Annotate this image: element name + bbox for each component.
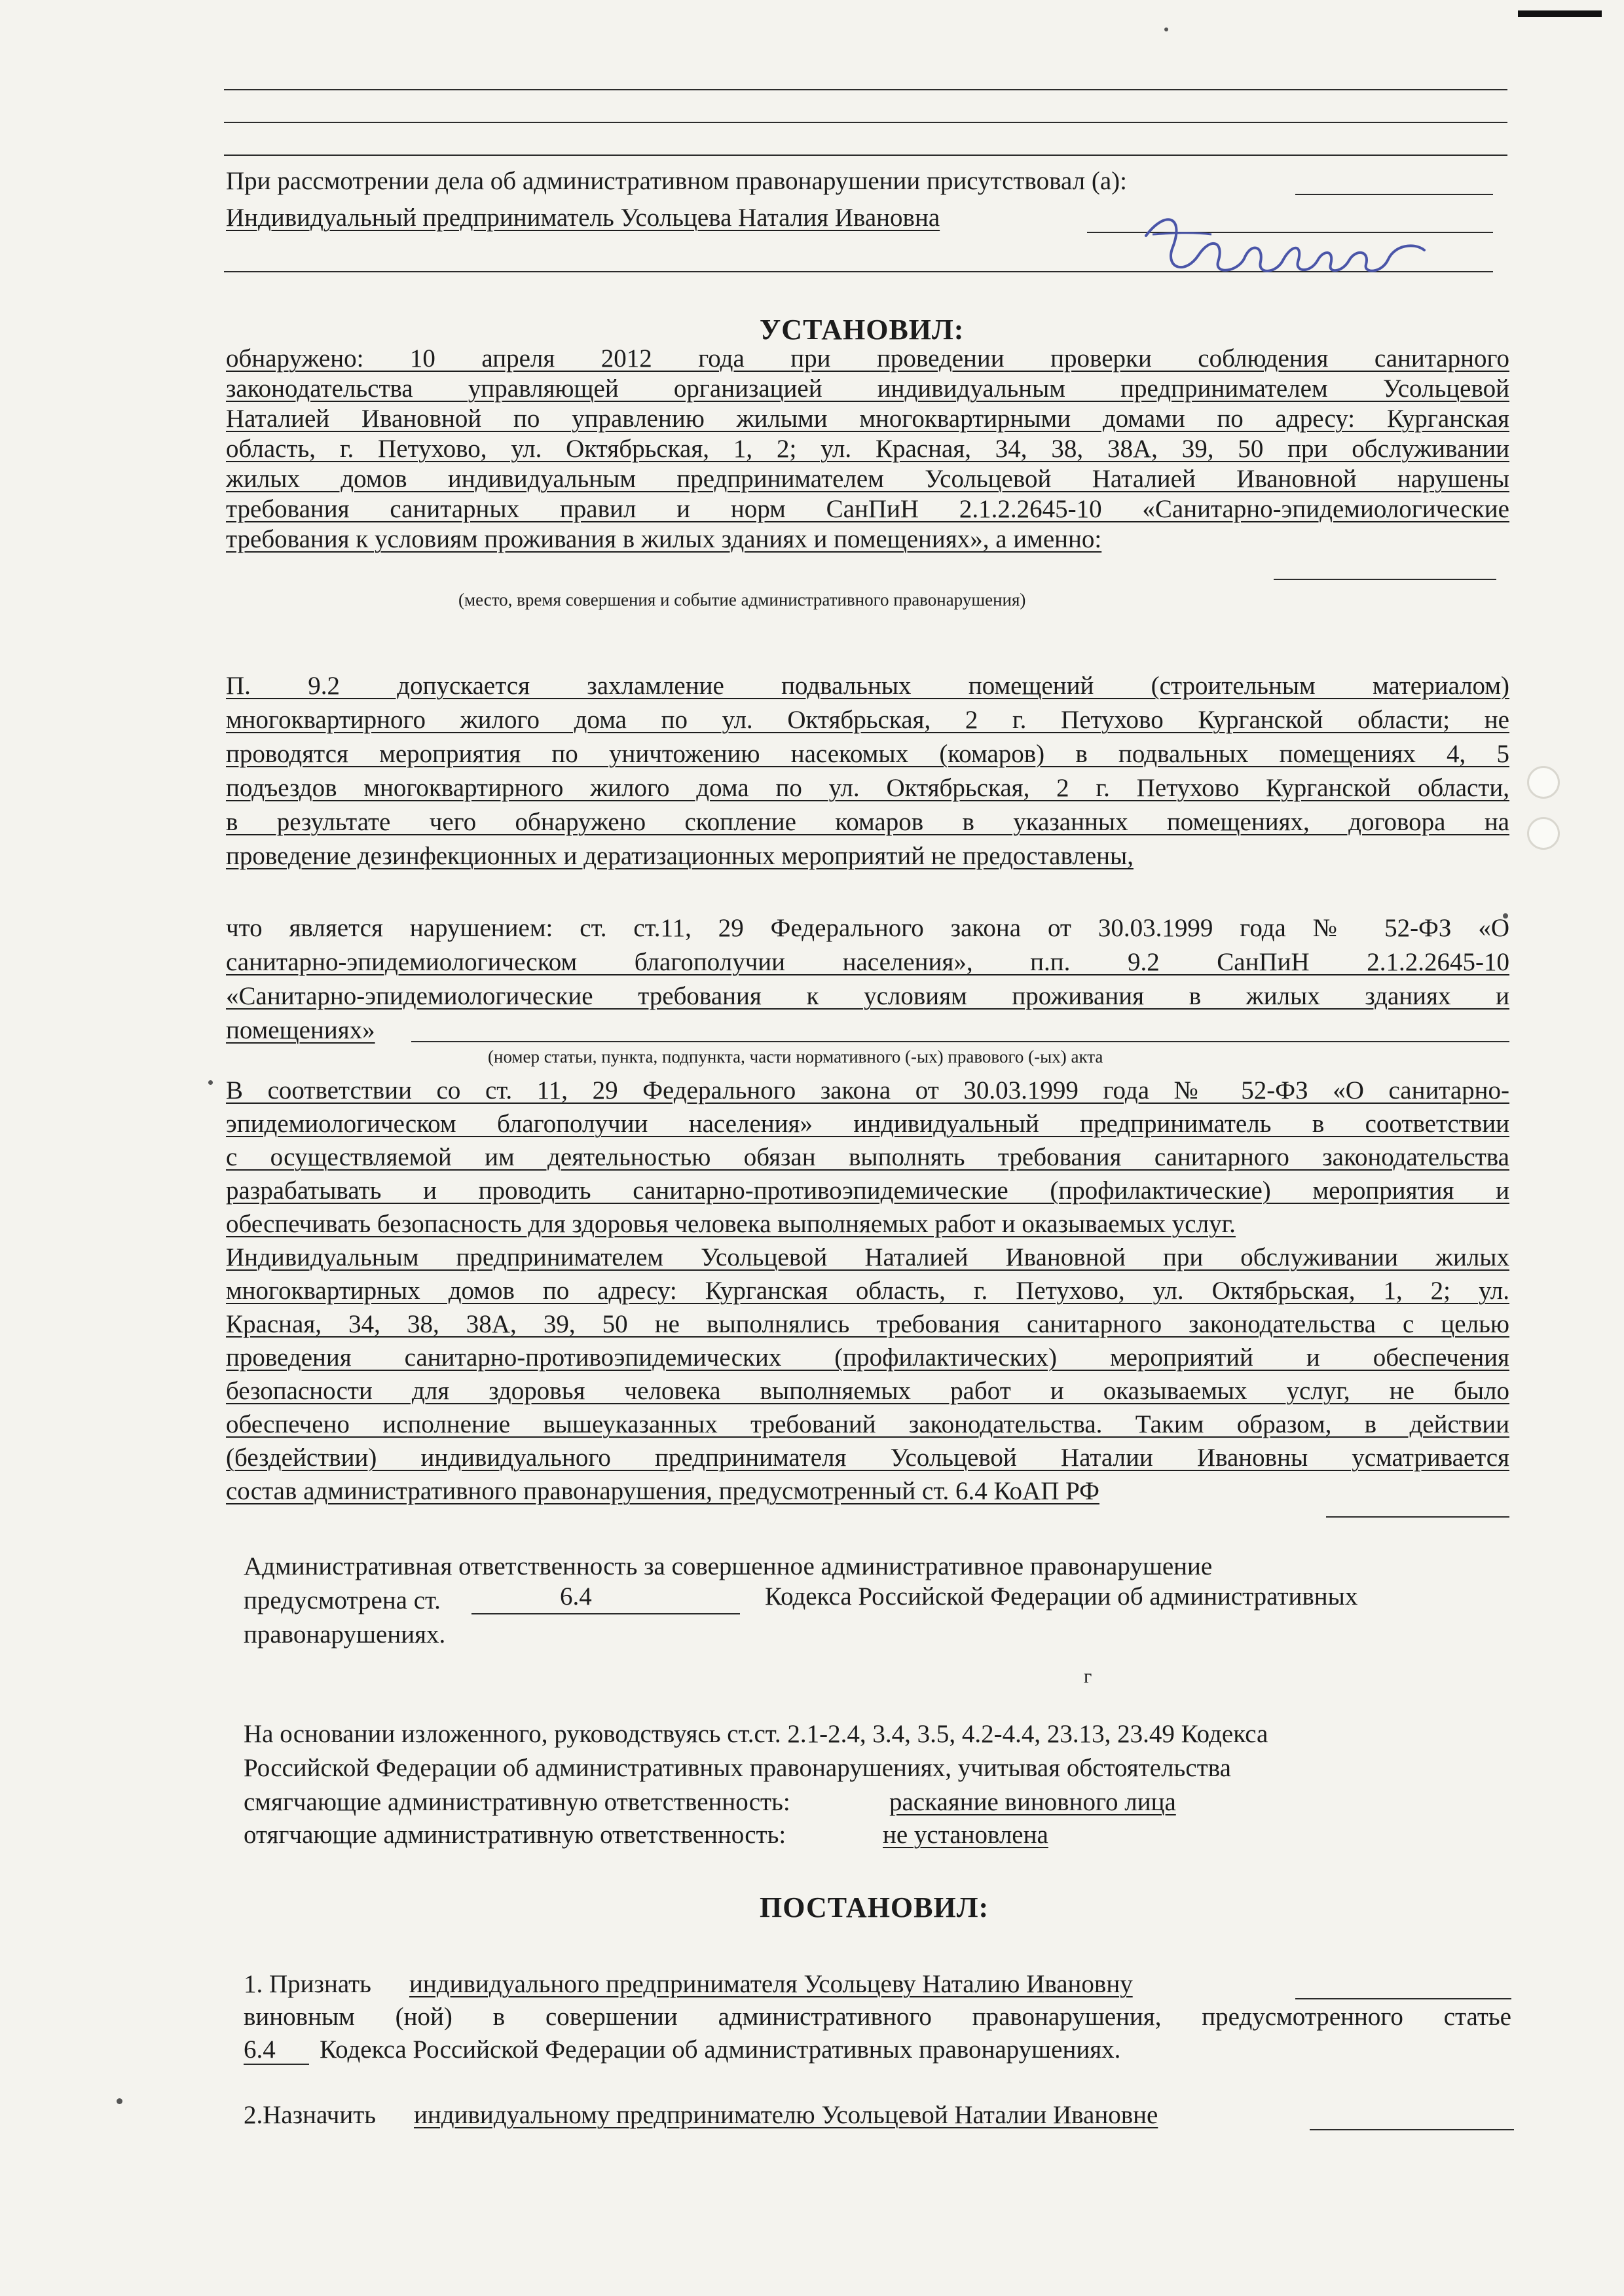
resolution-item-2-prefix: 2.Назначить: [244, 2101, 377, 2129]
text-line: Индивидуальным предпринимателем Усольцевой Наталией Ивановной при обслуживании жилых: [226, 1243, 1509, 1271]
text-line: подъездов многоквартирного жилого дома по ул. Октябрьская, 2 г. Петухово Курганской области,: [226, 774, 1509, 802]
text-line: с осуществляемой им деятельностью обязан выполнять требования санитарного законодательства: [226, 1143, 1509, 1171]
text-line: обеспечено исполнение вышеуказанных требований законодательства. Таким образом, в действии: [226, 1410, 1509, 1438]
text-line: (бездействии) индивидуального предпринимателя Усольцевой Наталии Ивановны усматривается: [226, 1444, 1509, 1472]
section-title-established: УСТАНОВИЛ:: [760, 314, 965, 346]
text-line: «Санитарно-эпидемиологические требования к условиям проживания в жилых зданиях и: [226, 982, 1509, 1010]
text-line: жилых домов индивидуальным предпринимателем Усольцевой Наталией Ивановной нарушены: [226, 465, 1509, 493]
blank-line: [411, 1041, 1509, 1042]
text-line: проводятся мероприятия по уничтожению насекомых (комаров) в подвальных помещениях 4, 5: [226, 740, 1509, 768]
resolution-item-1-prefix: 1. Признать: [244, 1970, 371, 1998]
blank-line: [1326, 1516, 1509, 1518]
blank-line: [1310, 2129, 1514, 2130]
resolution-item-1-line: виновным (ной) в совершении административного правонарушения, предусмотренного статье: [244, 2003, 1511, 2031]
mitigating-value: раскаяние виновного лица: [889, 1788, 1176, 1816]
field-caption: (место, время совершения и событие административного правонарушения): [458, 590, 1026, 610]
attendee-name: Индивидуальный предприниматель Усольцева Наталия Ивановна: [226, 204, 940, 232]
attendance-line: При рассмотрении дела об административном правонарушении присутствовал (а):: [226, 167, 1127, 195]
text-line: законодательства управляющей организацией индивидуальным предпринимателем Усольцевой: [226, 374, 1509, 403]
text-line: эпидемиологическом благополучии населения» индивидуальный предприниматель в соответствии: [226, 1110, 1509, 1138]
text-line: состав административного правонарушения, предусмотренный ст. 6.4 КоАП РФ: [226, 1477, 1099, 1505]
aggravating-value: не установлена: [883, 1821, 1048, 1849]
signature-image: [1126, 196, 1460, 301]
article-number: 6.4: [560, 1582, 592, 1611]
resolution-item-1-value: индивидуального предпринимателя Усольцеву Наталию Ивановну: [409, 1970, 1133, 1998]
grounds-line: На основании изложенного, руководствуясь ст.ст. 2.1-2.4, 3.4, 3.5, 4.2-4.4, 23.13, 23.49 Кодекса: [244, 1720, 1268, 1748]
blank-line: [1295, 194, 1493, 195]
scan-speck: [1164, 27, 1168, 31]
text-line: Красная, 34, 38, 38А, 39, 50 не выполнялись требования санитарного законодательства с целью: [226, 1310, 1509, 1338]
scan-speck: [208, 1080, 213, 1085]
responsibility-line: правонарушениях.: [244, 1620, 446, 1649]
blank-line: [471, 1613, 740, 1614]
text-line: что является нарушением: ст. ст.11, 29 Федерального закона от 30.03.1999 года № 52-ФЗ «О: [226, 914, 1509, 942]
text-line: область, г. Петухово, ул. Октябрьская, 1, 2; ул. Красная, 34, 38, 38А, 39, 50 при обслуживании: [226, 435, 1509, 463]
text-line: проведение дезинфекционных и дератизационных мероприятий не предоставлены,: [226, 842, 1134, 870]
legal-basis-paragraph: [226, 911, 1509, 1048]
binder-hole-bottom: [1527, 817, 1560, 850]
blank-line: [224, 89, 1507, 90]
mitigating-label: смягчающие административную ответственность:: [244, 1788, 790, 1816]
grounds-line: Российской Федерации об административных правонарушениях, учитывая обстоятельства: [244, 1754, 1231, 1782]
responsibility-prefix: предусмотрена ст.: [244, 1586, 441, 1614]
corner-mark: [1518, 10, 1602, 17]
stray-mark: г: [1084, 1666, 1092, 1687]
blank-line: [224, 155, 1507, 156]
text-line: санитарно-эпидемиологическом благополучии населения», п.п. 9.2 СанПиН 2.1.2.2645-10: [226, 948, 1509, 976]
text-line: помещениях»: [226, 1016, 375, 1044]
blank-line: [244, 2064, 309, 2065]
text-line: многоквартирного жилого дома по ул. Октябрьская, 2 г. Петухово Курганской области; не: [226, 706, 1509, 734]
text-line: П. 9.2 допускается захламление подвальных помещений (строительным материалом): [226, 672, 1509, 700]
violation-paragraph: [226, 669, 1509, 873]
text-line: многоквартирных домов по адресу: Курганская область, г. Петухово, ул. Октябрьская, 1, 2; ул.: [226, 1277, 1509, 1305]
text-line: разрабатывать и проводить санитарно-противоэпидемические (профилактические) мероприятия и: [226, 1176, 1509, 1205]
blank-line: [224, 122, 1507, 123]
established-paragraph: [226, 344, 1509, 555]
text-line: В соответствии со ст. 11, 29 Федерального закона от 30.03.1999 года № 52-ФЗ «О санитарно-: [226, 1076, 1509, 1104]
text-line: требования санитарных правил и норм СанПиН 2.1.2.2645-10 «Санитарно-эпидемиологические: [226, 495, 1509, 523]
binder-hole-top: [1527, 766, 1560, 799]
responsibility-line: Административная ответственность за совершенное административное правонарушение: [244, 1552, 1213, 1580]
reasoning-paragraph: [226, 1074, 1509, 1508]
text-line: обнаружено: 10 апреля 2012 года при проведении проверки соблюдения санитарного: [226, 344, 1509, 373]
text-line: проведения санитарно-противоэпидемических (профилактических) мероприятий и обеспечения: [226, 1343, 1509, 1372]
resolution-item-1-suffix: Кодекса Российской Федерации об административных правонарушениях.: [320, 2035, 1121, 2064]
resolution-item-2-value: индивидуальному предпринимателю Усольцевой Наталии Ивановне: [414, 2101, 1158, 2129]
blank-line: [1295, 1998, 1511, 1999]
resolution-article: 6.4: [244, 2035, 276, 2064]
text-line: требования к условиям проживания в жилых зданиях и помещениях», а именно:: [226, 525, 1102, 553]
field-caption: (номер статьи, пункта, подпункта, части нормативного (-ых) правового (-ых) акта: [488, 1047, 1103, 1066]
scan-speck: [117, 2098, 122, 2104]
text-line: в результате чего обнаружено скопление комаров в указанных помещениях, договора на: [226, 808, 1509, 836]
text-line: Наталией Ивановной по управлению жилыми многоквартирными домами по адресу: Курганская: [226, 405, 1509, 433]
text-line: обеспечивать безопасность для здоровья человека выполняемых работ и оказываемых услуг.: [226, 1210, 1236, 1238]
responsibility-suffix: Кодекса Российской Федерации об административных: [765, 1582, 1358, 1611]
blank-line: [1274, 579, 1496, 580]
section-title-resolved: ПОСТАНОВИЛ:: [760, 1891, 989, 1923]
aggravating-label: отягчающие административную ответственность:: [244, 1821, 786, 1849]
text-line: безопасности для здоровья человека выполняемых работ и оказываемых услуг, не было: [226, 1377, 1509, 1405]
